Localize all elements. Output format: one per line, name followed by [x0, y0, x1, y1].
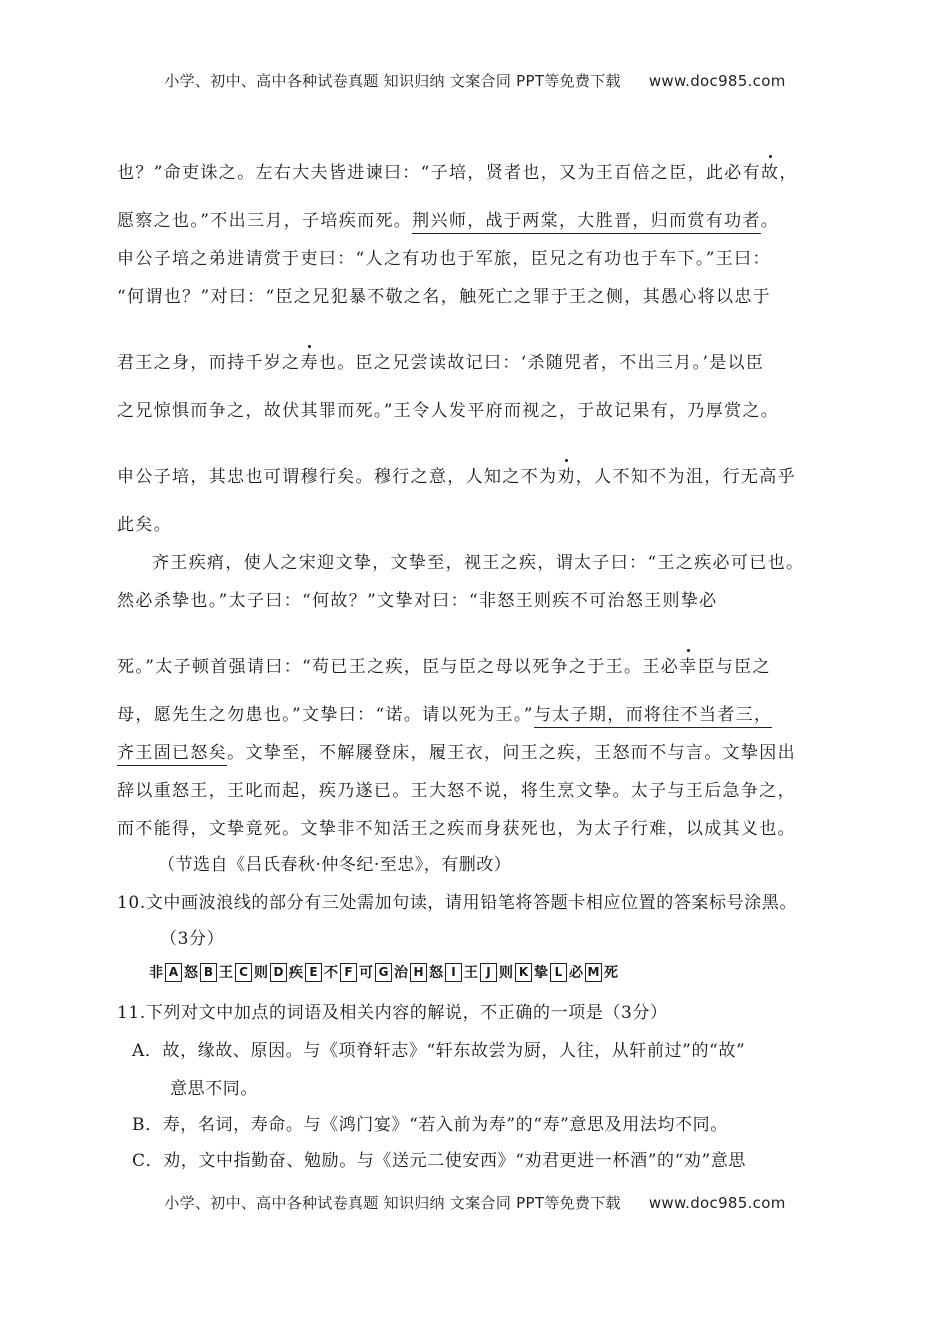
- passage-line-13: 齐王固已怒矣。文挚至，不解屦登床，履王衣，问王之疾，王怒而不与言。文挚因出: [117, 742, 852, 764]
- page-header: [0, 70, 950, 91]
- sequence-char: 非: [149, 965, 163, 981]
- option-a: A．故，缘故、原因。与《项脊轩志》“轩东故尝为厨，人往，从轩前过”的“故”: [132, 1041, 746, 1061]
- sequence-char: 则: [499, 965, 513, 981]
- answer-box-f: F: [340, 963, 357, 982]
- passage-line-4: “何谓也？”对曰：“臣之兄犯暴不敬之名，触死亡之罪于王之侧，其愚心将以忠于: [117, 287, 772, 307]
- answer-box-b: B: [200, 963, 217, 982]
- sequence-char: 则: [254, 965, 268, 981]
- passage-line-7: 申公子培，其忠也可谓穆行矣。穆行之意，人知之不为劝，人不知不为沮，行无高乎: [117, 467, 796, 487]
- passage-line-10: 然必杀挚也。”太子曰：“何故？”文挚对曰：“非怒王则疾不可治怒王则挚必: [117, 591, 718, 611]
- sequence-char: 挚: [534, 965, 548, 981]
- sequence-char: 怒: [429, 965, 443, 981]
- option-b: B．寿，名词，寿命。与《鸿门宴》“若入前为寿”的“寿”意思及用法均不同。: [132, 1115, 728, 1135]
- header-text: 小学、初中、高中各种试卷真题 知识归纳 文案合同 PPT等免费下载: [164, 72, 621, 90]
- answer-box-h: H: [410, 963, 427, 982]
- passage-line-9: 齐王疾痟，使人之宋迎文挚，文挚至，视王之疾，谓太子曰：“王之疾必可已也。: [152, 553, 805, 573]
- passage-line-3: 申公子培之弟进请赏于吏曰：“人之有功也于军旅，臣兄之有功也于车下。”王曰：: [117, 249, 771, 269]
- dotted-word: 幸: [679, 657, 698, 677]
- question-10-score: （3分）: [160, 929, 225, 949]
- answer-box-g: G: [375, 963, 392, 982]
- sequence-char: 怒: [184, 965, 198, 981]
- underlined-sentence: 荆兴师，战于两棠，大胜晋，归而赏有功者: [412, 211, 761, 234]
- passage-line-11: 死。”太子顿首强请曰：“苟已王之疾，臣与臣之母以死争之于王。王必幸臣与臣之: [117, 657, 771, 677]
- answer-box-j: J: [480, 963, 497, 982]
- answer-box-m: M: [585, 963, 602, 982]
- passage-line-14: 辞以重怒王，王叱而起，疾乃遂已。王大怒不说，将生烹文挚。太子与王后急争之，: [117, 781, 796, 801]
- answer-box-e: E: [305, 963, 322, 982]
- passage-line-12: 母，愿先生之勿患也。”文挚曰：“诺。请以死为王。”与太子期，而将往不当者三，: [117, 704, 852, 726]
- footer-text: 小学、初中、高中各种试卷真题 知识归纳 文案合同 PPT等免费下载: [164, 1194, 621, 1212]
- sequence-char: 疾: [289, 965, 303, 981]
- answer-box-i: I: [445, 963, 462, 982]
- dotted-word: 故: [760, 163, 780, 183]
- underlined-sentence: 齐王固已怒矣: [117, 743, 227, 766]
- answer-box-a: A: [165, 963, 182, 982]
- sequence-char: 死: [604, 965, 618, 981]
- sequence-char: 可: [359, 965, 373, 981]
- header-site: www.doc985.com: [648, 72, 786, 90]
- sequence-char: 治: [394, 965, 408, 981]
- answer-box-d: D: [270, 963, 287, 982]
- passage-line-2: 愿察之也。”不出三月，子培疾而死。荆兴师，战于两棠，大胜晋，归而赏有功者。: [117, 210, 852, 232]
- dotted-word: 劝: [557, 467, 576, 487]
- answer-box-c: C: [235, 963, 252, 982]
- sequence-char: 王: [219, 965, 233, 981]
- dotted-word: 寿: [300, 353, 319, 373]
- passage-line-5: 君王之身，而持千岁之寿也。臣之兄尝读故记曰：‘杀随兕者，不出三月。’是以臣: [117, 353, 765, 373]
- sequence-char: 王: [464, 965, 478, 981]
- underlined-sentence: 与太子期，而将往不当者三，: [534, 705, 773, 728]
- page-footer: [0, 1192, 950, 1213]
- option-a-continued: 意思不同。: [170, 1079, 258, 1099]
- footer-site: www.doc985.com: [648, 1194, 786, 1212]
- punctuation-answer-row: [148, 962, 619, 982]
- sequence-char: 不: [324, 965, 338, 981]
- passage-line-8: 此矣。: [117, 515, 173, 535]
- passage-line-6: 之兄惊惧而争之，故伏其罪而死。”王令人发平府而视之，于故记果有，乃厚赏之。: [117, 401, 780, 421]
- question-10-stem: 10.文中画波浪线的部分有三处需加句读，请用铅笔将答题卡相应位置的答案标号涂黑。: [117, 893, 798, 913]
- answer-box-l: L: [550, 963, 567, 982]
- passage-line-15: 而不能得，文挚竟死。文挚非不知活王之疾而身获死也，为太子行难，以成其义也。: [117, 819, 796, 839]
- option-c: C．劝，文中指勤奋、勉励。与《送元二使安西》“劝君更进一杯酒”的“劝”意思: [132, 1151, 746, 1171]
- question-11-stem: 11.下列对文中加点的词语及相关内容的解说，不正确的一项是（3分）: [117, 1003, 668, 1023]
- sequence-char: 必: [569, 965, 583, 981]
- passage-line-1: 也？”命吏诛之。左右大夫皆进谏曰：“子培，贤者也，又为王百倍之臣，此必有故，: [117, 163, 798, 183]
- passage-source: （节选自《吕氏春秋·仲冬纪·至忠》，有删改）: [158, 855, 512, 875]
- answer-box-k: K: [515, 963, 532, 982]
